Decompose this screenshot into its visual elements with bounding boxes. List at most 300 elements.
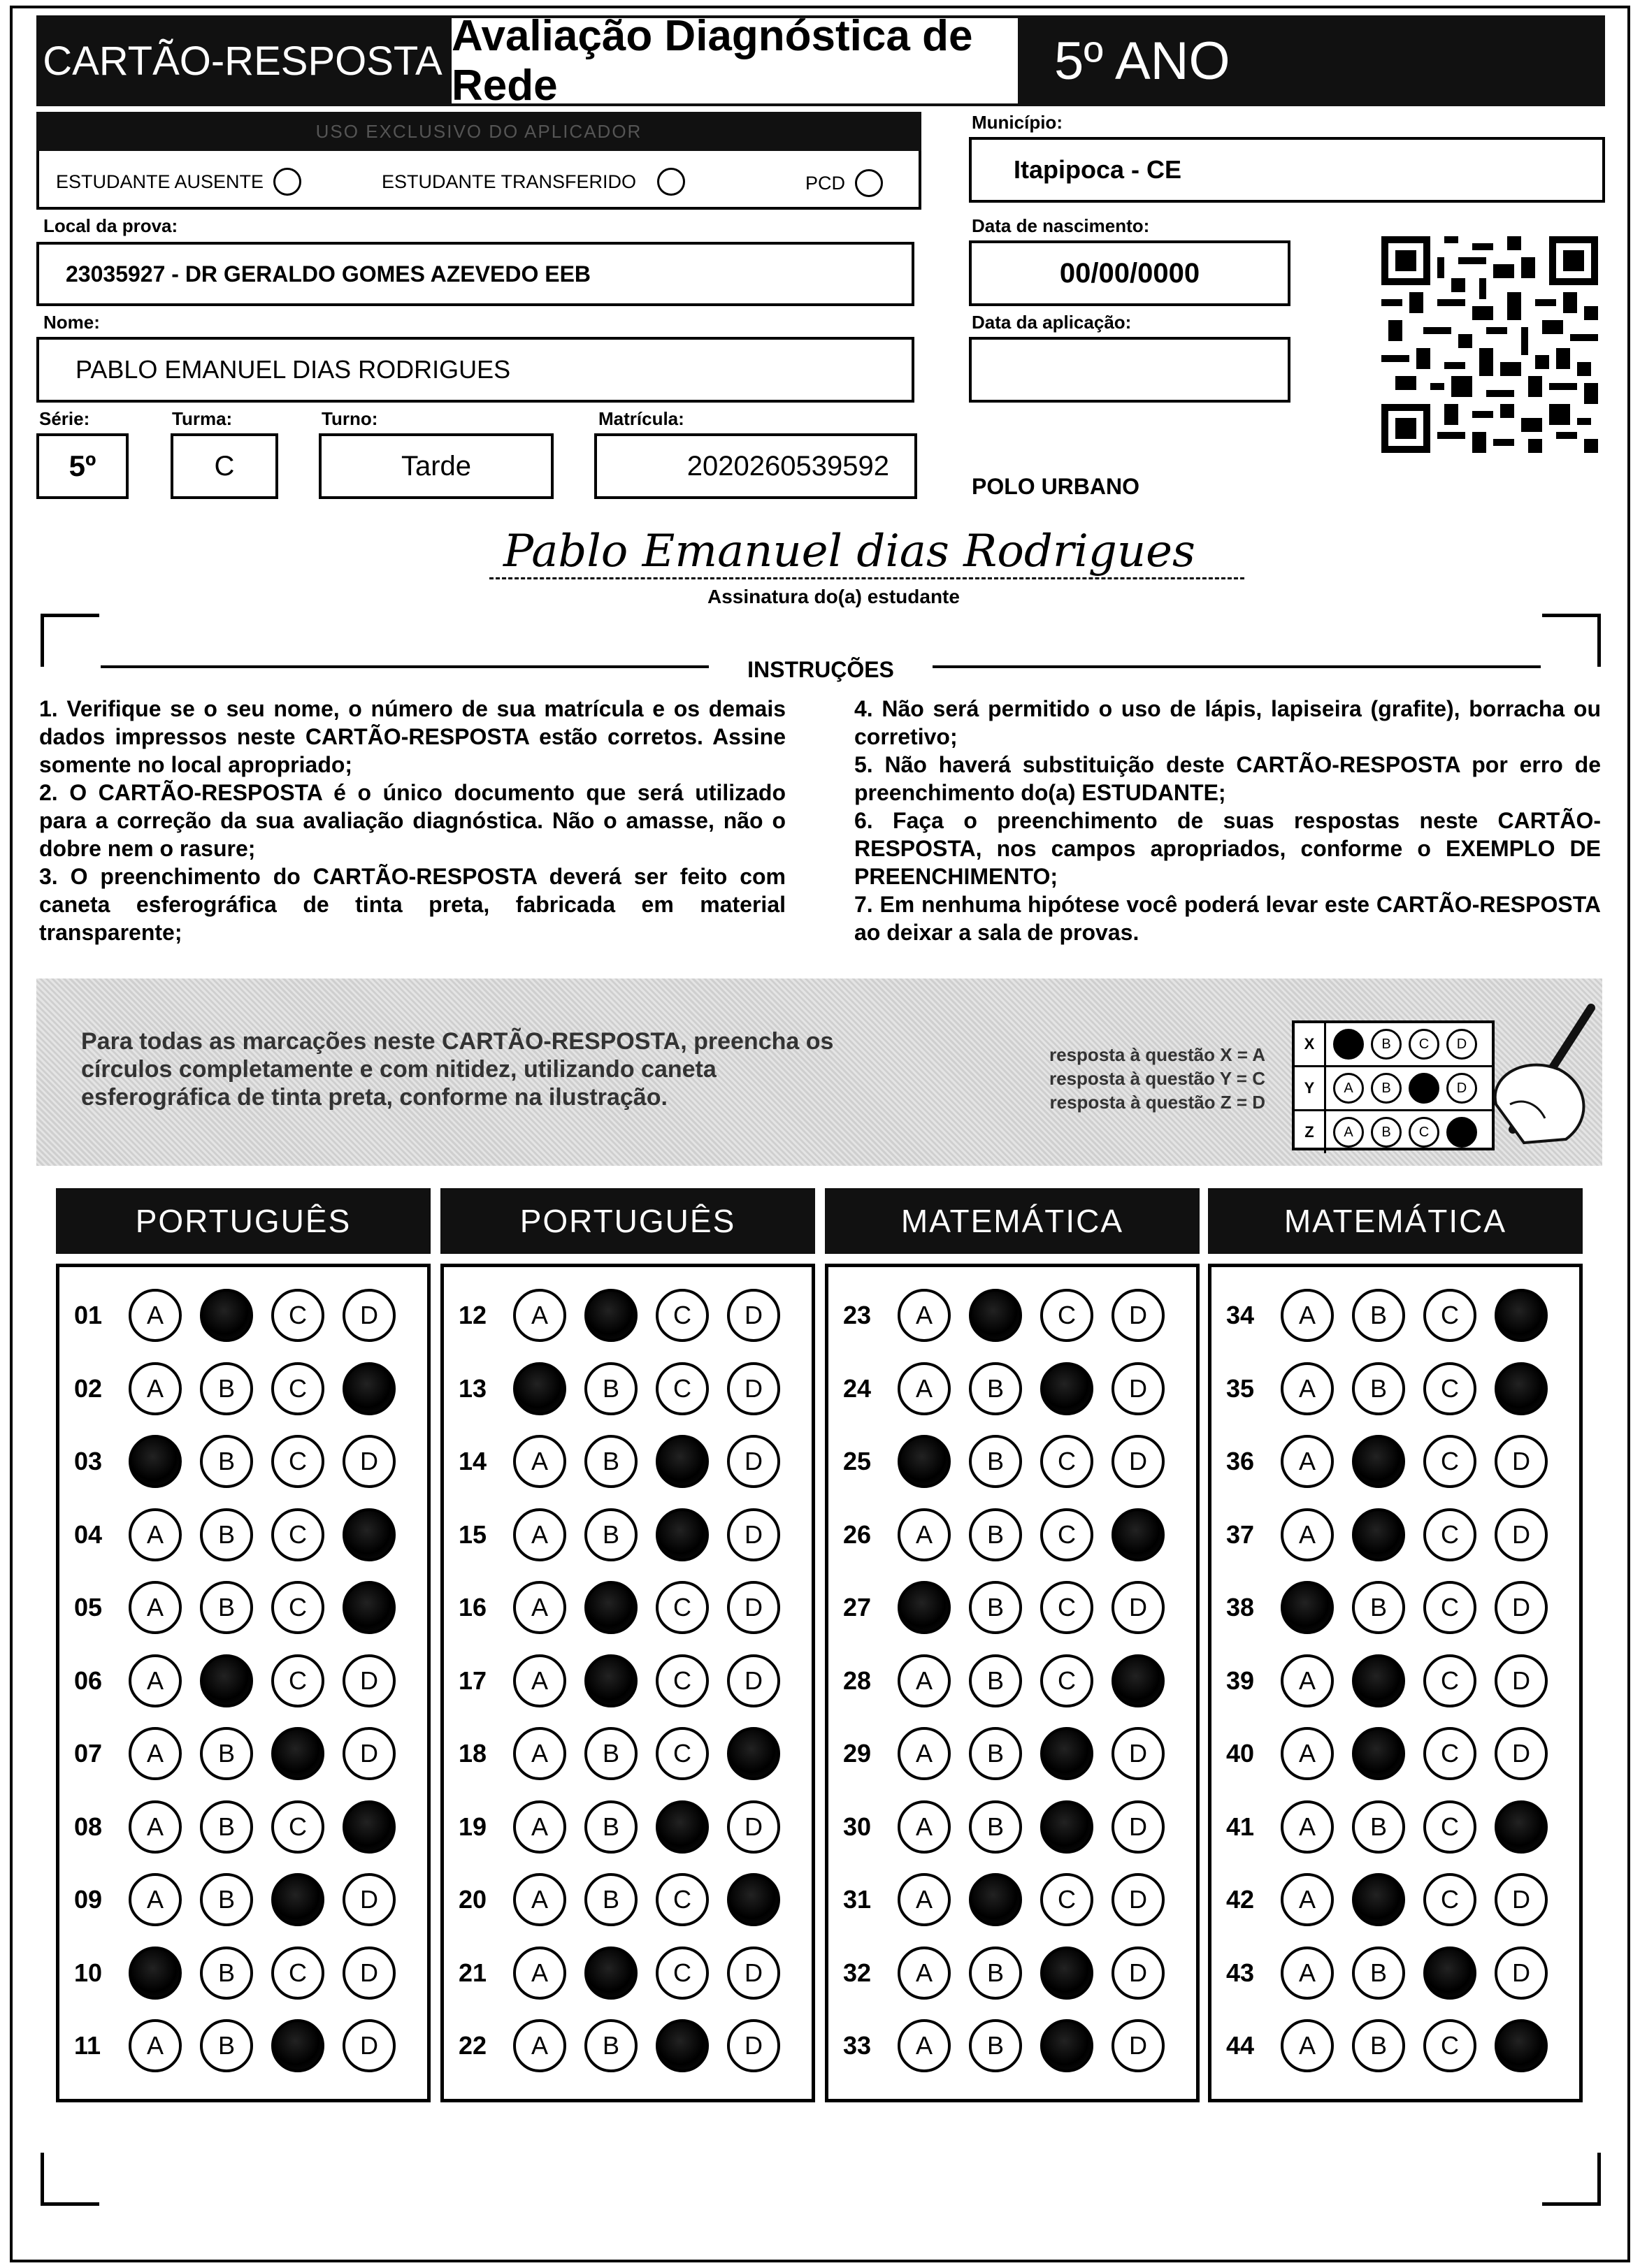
answer-bubble-a[interactable]: A [898, 1800, 951, 1854]
answer-bubble-d[interactable]: D [1495, 1946, 1548, 2000]
municipio-label: Município: [972, 112, 1063, 133]
answer-bubble-a[interactable]: A [1281, 1362, 1334, 1415]
question-row [459, 1726, 780, 1782]
answer-bubble-d[interactable]: D [343, 2019, 396, 2072]
example-legend [965, 1043, 1265, 1114]
answer-bubble-b[interactable]: B [584, 2019, 638, 2072]
answer-bubble-c[interactable]: C [1423, 1873, 1476, 1926]
answer-bubble-b[interactable]: B [200, 1800, 253, 1854]
absent-option[interactable] [56, 168, 301, 196]
answer-bubble-a[interactable]: A [129, 1508, 182, 1561]
question-number: 32 [843, 1958, 872, 1987]
question-number: 18 [459, 1739, 487, 1768]
answer-bubble-a[interactable]: A [513, 1873, 566, 1926]
answer-bubble-c[interactable] [1040, 1946, 1093, 2000]
answer-bubble-d[interactable] [1495, 1289, 1548, 1342]
answer-bubble-c[interactable]: C [1423, 2019, 1476, 2072]
exam-title: Avaliação Diagnóstica de Rede [449, 15, 1021, 106]
answer-bubble-a[interactable] [898, 1581, 951, 1634]
answer-bubble-a[interactable]: A [513, 2019, 566, 2072]
instruction-7: 7. Em nenhuma hipótese você poderá levar este CARTÃO-RESPOSTA ao deixar a sala de provas. [854, 892, 1601, 945]
question-number: 31 [843, 1885, 872, 1914]
example-row-label: Z [1295, 1111, 1326, 1153]
example-row [1295, 1111, 1492, 1153]
answer-bubble-b[interactable]: B [200, 1581, 253, 1634]
answer-bubble-a[interactable]: A [898, 1873, 951, 1926]
answer-bubble-c[interactable]: C [1423, 1581, 1476, 1634]
answer-bubble-b[interactable] [200, 1289, 253, 1342]
answer-bubble-c[interactable]: C [271, 1289, 324, 1342]
example-bubble: D [1446, 1029, 1477, 1060]
answer-bubble-b[interactable] [200, 1654, 253, 1707]
answer-bubble-b[interactable]: B [584, 1873, 638, 1926]
answer-bubble-d[interactable]: D [1495, 1581, 1548, 1634]
question-row [843, 1287, 1165, 1343]
answer-bubble-d[interactable] [1112, 1654, 1165, 1707]
answer-bubble-c[interactable]: C [271, 1581, 324, 1634]
example-bubble [1409, 1073, 1439, 1104]
question-number: 17 [459, 1666, 487, 1695]
question-row [1226, 1726, 1548, 1782]
instruction-2: 2. O CARTÃO-RESPOSTA é o único documento que será utilizado para a correção da sua avaliação diagnóstica. Não o amasse, não o dobre nem o rasure; [39, 780, 786, 861]
answer-bubble-b[interactable]: B [969, 2019, 1022, 2072]
example-bubble: B [1371, 1029, 1402, 1060]
transferred-option[interactable] [382, 168, 685, 196]
answer-bubble-b[interactable] [1352, 1873, 1405, 1926]
answer-bubble-c[interactable]: C [656, 1873, 709, 1926]
answer-bubble-d[interactable] [1495, 2019, 1548, 2072]
answer-bubble-b[interactable]: B [584, 1800, 638, 1854]
answer-bubble-d[interactable]: D [727, 2019, 780, 2072]
answer-bubble-c[interactable]: C [1040, 1581, 1093, 1634]
example-line-z: resposta à questão Z = D [1049, 1092, 1265, 1113]
answer-bubble-b[interactable] [1352, 1654, 1405, 1707]
answer-bubble-c[interactable]: C [1423, 1508, 1476, 1561]
answer-bubble-b[interactable]: B [969, 1581, 1022, 1634]
question-row [74, 1580, 396, 1635]
answer-bubble-c[interactable] [1040, 2019, 1093, 2072]
answer-bubble-d[interactable]: D [1495, 1435, 1548, 1488]
answer-bubble-c[interactable]: C [271, 1800, 324, 1854]
answer-bubble-b[interactable]: B [200, 1873, 253, 1926]
local-value: 23035927 - DR GERALDO GOMES AZEVEDO EEB [66, 261, 591, 287]
answer-bubble-a[interactable]: A [513, 1727, 566, 1780]
answer-bubble-d[interactable]: D [727, 1362, 780, 1415]
question-number: 03 [74, 1447, 103, 1475]
nome-value: PABLO EMANUEL DIAS RODRIGUES [75, 355, 511, 384]
answer-bubble-b[interactable] [584, 1946, 638, 2000]
question-row [1226, 1653, 1548, 1709]
answer-bubble-d[interactable]: D [343, 1946, 396, 2000]
instruction-5: 5. Não haverá substituição deste CARTÃO-RESPOSTA por erro de preenchimento do(a) ESTUDANTE; [854, 752, 1601, 805]
question-number: 06 [74, 1666, 103, 1695]
answer-bubble-b[interactable]: B [200, 2019, 253, 2072]
answer-bubble-d[interactable]: D [727, 1508, 780, 1561]
answer-bubble-b[interactable]: B [969, 1435, 1022, 1488]
nome-label: Nome: [43, 312, 100, 333]
example-text: Para todas as marcações neste CARTÃO-RESPOSTA, preencha os círculos completamente e com nitidez, utilizando caneta esferográfica de tinta preta, conforme na ilustração. [81, 1028, 834, 1111]
instruction-1: 1. Verifique se o seu nome, o número de sua matrícula e os demais dados impressos neste CARTÃO-RESPOSTA estão corretos. Assine somente no local apropriado; [39, 696, 786, 777]
example-bubble: B [1371, 1117, 1402, 1148]
answer-bubble-c[interactable]: C [1040, 1435, 1093, 1488]
question-row [843, 1872, 1165, 1928]
question-number: 30 [843, 1812, 872, 1841]
answer-bubble-b[interactable]: B [969, 1654, 1022, 1707]
municipio-field [969, 137, 1605, 203]
answer-bubble-a[interactable]: A [129, 1800, 182, 1854]
answer-bubble-d[interactable]: D [1495, 1727, 1548, 1780]
question-number: 35 [1226, 1373, 1255, 1403]
answer-bubble-b[interactable]: B [1352, 1289, 1405, 1342]
question-number: 38 [1226, 1593, 1255, 1621]
answer-bubble-a[interactable]: A [513, 1946, 566, 2000]
answer-bubble-c[interactable]: C [1423, 1289, 1476, 1342]
pcd-circle[interactable] [855, 169, 883, 197]
answer-bubble-c[interactable]: C [271, 1435, 324, 1488]
example-bubble: A [1333, 1073, 1364, 1104]
answer-bubble-a[interactable]: A [898, 1362, 951, 1415]
answer-bubble-d[interactable] [343, 1362, 396, 1415]
question-row [1226, 2018, 1548, 2074]
example-row-label: X [1295, 1023, 1326, 1065]
answer-bubble-c[interactable] [656, 1508, 709, 1561]
answer-bubble-c[interactable] [1040, 1362, 1093, 1415]
answer-bubble-b[interactable] [584, 1654, 638, 1707]
answer-bubble-c[interactable] [271, 1727, 324, 1780]
serie-field [36, 433, 129, 499]
question-row [843, 1945, 1165, 2001]
answer-bubble-d[interactable] [727, 1727, 780, 1780]
answer-bubble-d[interactable] [727, 1873, 780, 1926]
birth-value: 00/00/0000 [1059, 257, 1200, 289]
instructions-title: INSTRUÇÕES [747, 657, 894, 682]
answer-bubble-d[interactable]: D [343, 1289, 396, 1342]
answer-bubble-b[interactable]: B [200, 1435, 253, 1488]
answer-bubble-a[interactable]: A [898, 1946, 951, 2000]
example-line-y: resposta à questão Y = C [1049, 1068, 1265, 1089]
answer-bubble-d[interactable]: D [343, 1727, 396, 1780]
example-bubble: A [1333, 1117, 1364, 1148]
answer-bubble-c[interactable]: C [656, 1581, 709, 1634]
question-number: 16 [459, 1593, 487, 1621]
answer-bubble-a[interactable]: A [513, 1800, 566, 1854]
question-number: 12 [459, 1301, 487, 1329]
answer-bubble-d[interactable]: D [727, 1435, 780, 1488]
answer-bubble-d[interactable]: D [1112, 1873, 1165, 1926]
question-row [74, 1287, 396, 1343]
answer-bubble-c[interactable]: C [1040, 1508, 1093, 1561]
answer-bubble-c[interactable]: C [1423, 1435, 1476, 1488]
answer-bubble-a[interactable]: A [898, 1508, 951, 1561]
question-row [843, 1361, 1165, 1417]
answer-bubble-a[interactable]: A [1281, 1727, 1334, 1780]
answer-bubble-a[interactable]: A [898, 1654, 951, 1707]
answer-bubble-d[interactable]: D [727, 1289, 780, 1342]
answer-bubble-a[interactable] [898, 1435, 951, 1488]
question-row [843, 1433, 1165, 1489]
hand-pen-icon [1482, 999, 1601, 1146]
answer-bubble-a[interactable]: A [898, 2019, 951, 2072]
answer-bubble-d[interactable]: D [343, 1654, 396, 1707]
example-row-label: Y [1295, 1067, 1326, 1109]
answer-bubble-b[interactable]: B [969, 1508, 1022, 1561]
answer-bubble-a[interactable] [513, 1362, 566, 1415]
example-bubble: C [1409, 1117, 1439, 1148]
answer-bubble-c[interactable] [656, 1800, 709, 1854]
answer-bubble-a[interactable]: A [513, 1581, 566, 1634]
question-row [459, 1361, 780, 1417]
answer-bubble-d[interactable]: D [1112, 1362, 1165, 1415]
aplicacao-label: Data da aplicação: [972, 312, 1132, 333]
corner-mark-bottom-left [41, 2153, 99, 2206]
answer-bubble-d[interactable]: D [727, 1581, 780, 1634]
answer-bubble-a[interactable]: A [129, 2019, 182, 2072]
answer-bubble-c[interactable]: C [656, 1654, 709, 1707]
instruction-6: 6. Faça o preenchimento de suas respostas neste CARTÃO-RESPOSTA, nos campos apropriados, conforme o EXEMPLO DE PREENCHIMENTO; [854, 808, 1601, 889]
answer-bubble-b[interactable]: B [200, 1946, 253, 2000]
question-row [459, 1507, 780, 1563]
answer-bubble-c[interactable]: C [656, 1946, 709, 2000]
answer-bubble-b[interactable] [584, 1289, 638, 1342]
question-row [843, 1726, 1165, 1782]
question-number: 20 [459, 1885, 487, 1914]
answer-bubble-b[interactable]: B [200, 1362, 253, 1415]
question-number: 10 [74, 1958, 103, 1987]
question-number: 23 [843, 1301, 872, 1329]
answer-bubble-b[interactable]: B [584, 1508, 638, 1561]
answer-bubble-d[interactable]: D [1112, 1727, 1165, 1780]
question-number: 40 [1226, 1739, 1255, 1768]
matricula-field [594, 433, 917, 499]
answer-bubble-b[interactable]: B [584, 1727, 638, 1780]
grade-title: 5º ANO [1021, 15, 1605, 106]
question-row [74, 1653, 396, 1709]
example-bubble [1446, 1117, 1477, 1148]
turma-value: C [214, 450, 235, 482]
subject-header: PORTUGUÊS [56, 1188, 431, 1254]
answer-bubble-d[interactable] [343, 1800, 396, 1854]
answer-bubble-d[interactable]: D [1112, 1946, 1165, 2000]
answer-bubble-b[interactable]: B [1352, 1581, 1405, 1634]
turno-value: Tarde [401, 450, 472, 482]
answer-bubble-c[interactable]: C [1423, 1654, 1476, 1707]
answer-bubble-b[interactable]: B [584, 1435, 638, 1488]
local-label: Local da prova: [43, 215, 178, 236]
answer-bubble-a[interactable]: A [1281, 1289, 1334, 1342]
matricula-label: Matrícula: [598, 408, 684, 429]
turma-field [171, 433, 278, 499]
question-number: 09 [74, 1885, 103, 1914]
answer-bubble-a[interactable] [129, 1946, 182, 2000]
answer-bubble-b[interactable] [1352, 1508, 1405, 1561]
example-bubble: D [1446, 1073, 1477, 1104]
answer-bubble-b[interactable]: B [584, 1362, 638, 1415]
transferred-circle[interactable] [657, 168, 685, 196]
answer-bubble-b[interactable] [969, 1873, 1022, 1926]
answer-bubble-a[interactable]: A [513, 1654, 566, 1707]
answer-bubble-a[interactable]: A [513, 1435, 566, 1488]
answer-bubble-a[interactable]: A [129, 1289, 182, 1342]
answer-bubble-a[interactable]: A [1281, 2019, 1334, 2072]
answer-bubble-b[interactable]: B [1352, 1362, 1405, 1415]
question-number: 36 [1226, 1447, 1255, 1475]
question-number: 22 [459, 2031, 487, 2060]
answer-bubble-b[interactable]: B [969, 1362, 1022, 1415]
answer-bubble-a[interactable]: A [129, 1581, 182, 1634]
subject-header: MATEMÁTICA [825, 1188, 1200, 1254]
answer-bubble-d[interactable]: D [343, 1873, 396, 1926]
answer-bubble-c[interactable]: C [656, 1289, 709, 1342]
qr-code [1381, 236, 1598, 453]
transferred-label: ESTUDANTE TRANSFERIDO [382, 171, 637, 192]
subject-header: PORTUGUÊS [440, 1188, 815, 1254]
answer-bubble-a[interactable]: A [1281, 1435, 1334, 1488]
corner-mark-top-right [1542, 614, 1601, 667]
answer-bubble-d[interactable]: D [343, 1435, 396, 1488]
answer-bubble-a[interactable]: A [898, 1289, 951, 1342]
answer-bubble-c[interactable]: C [271, 1508, 324, 1561]
birth-field [969, 240, 1290, 306]
question-number: 37 [1226, 1519, 1255, 1549]
question-row [1226, 1945, 1548, 2001]
answer-bubble-b[interactable]: B [969, 1800, 1022, 1854]
answer-bubble-a[interactable]: A [1281, 1873, 1334, 1926]
answer-bubble-c[interactable]: C [271, 1946, 324, 2000]
nome-field [36, 337, 914, 403]
signature-line [489, 577, 1244, 579]
question-row [74, 1507, 396, 1563]
answer-bubble-a[interactable]: A [513, 1289, 566, 1342]
question-number: 34 [1226, 1301, 1255, 1329]
question-row [1226, 1507, 1548, 1563]
example-line-x: resposta à questão X = A [1049, 1044, 1265, 1065]
corner-mark-top-left [41, 614, 99, 667]
answer-bubble-c[interactable] [1040, 1800, 1093, 1854]
question-number: 27 [843, 1593, 872, 1621]
question-number: 13 [459, 1373, 487, 1403]
aplicacao-field [969, 337, 1290, 403]
answer-bubble-a[interactable]: A [129, 1727, 182, 1780]
question-number: 04 [74, 1519, 103, 1549]
answer-bubble-b[interactable]: B [1352, 1946, 1405, 2000]
answer-bubble-c[interactable]: C [1423, 1800, 1476, 1854]
answer-bubble-c[interactable]: C [271, 1362, 324, 1415]
question-row [74, 1945, 396, 2001]
question-number: 07 [74, 1739, 103, 1768]
answer-bubble-c[interactable]: C [1423, 1727, 1476, 1780]
answer-bubble-d[interactable]: D [1112, 1800, 1165, 1854]
answer-bubble-c[interactable] [1423, 1946, 1476, 2000]
answer-bubble-d[interactable] [1495, 1800, 1548, 1854]
question-number: 01 [74, 1301, 103, 1329]
answer-bubble-a[interactable] [1281, 1581, 1334, 1634]
question-row [843, 1653, 1165, 1709]
absent-circle[interactable] [273, 168, 301, 196]
answer-bubble-d[interactable] [1112, 1508, 1165, 1561]
question-number: 21 [459, 1958, 487, 1987]
answer-bubble-c[interactable] [1040, 1727, 1093, 1780]
answer-bubble-c[interactable]: C [1040, 1289, 1093, 1342]
answer-bubble-a[interactable]: A [1281, 1946, 1334, 2000]
answer-bubble-d[interactable]: D [1112, 1435, 1165, 1488]
serie-value: 5º [69, 449, 96, 482]
answer-bubble-c[interactable] [271, 2019, 324, 2072]
subject-header: MATEMÁTICA [1208, 1188, 1583, 1254]
answer-bubble-b[interactable]: B [200, 1727, 253, 1780]
answer-bubble-b[interactable]: B [1352, 2019, 1405, 2072]
turno-field [319, 433, 554, 499]
absent-label: ESTUDANTE AUSENTE [56, 171, 264, 192]
instruction-3: 3. O preenchimento do CARTÃO-RESPOSTA deverá ser feito com caneta esferográfica de tinta preta, fabricada em material transparente; [39, 864, 786, 945]
answer-bubble-d[interactable]: D [1495, 1508, 1548, 1561]
answer-bubble-d[interactable]: D [1112, 1289, 1165, 1342]
question-number: 28 [843, 1666, 872, 1695]
answer-bubble-d[interactable]: D [1495, 1873, 1548, 1926]
question-row [459, 1433, 780, 1489]
question-row [459, 1653, 780, 1709]
answer-bubble-a[interactable]: A [129, 1873, 182, 1926]
pcd-option[interactable] [805, 169, 883, 197]
question-row [74, 2018, 396, 2074]
answer-bubble-c[interactable]: C [1040, 1654, 1093, 1707]
question-number: 39 [1226, 1666, 1255, 1695]
turma-label: Turma: [172, 408, 233, 429]
answer-bubble-a[interactable]: A [513, 1508, 566, 1561]
answer-bubble-d[interactable] [1495, 1362, 1548, 1415]
answer-bubble-c[interactable]: C [656, 1362, 709, 1415]
answer-bubble-a[interactable]: A [1281, 1508, 1334, 1561]
turno-label: Turno: [322, 408, 378, 429]
instructions-right [854, 695, 1601, 946]
question-row [74, 1433, 396, 1489]
instructions-rule-left [101, 665, 709, 668]
answer-bubble-d[interactable] [343, 1581, 396, 1634]
answer-bubble-a[interactable]: A [1281, 1654, 1334, 1707]
answer-bubble-b[interactable] [1352, 1727, 1405, 1780]
question-row [459, 1799, 780, 1855]
answer-bubble-a[interactable]: A [898, 1727, 951, 1780]
answer-bubble-c[interactable]: C [271, 1654, 324, 1707]
answer-bubble-b[interactable]: B [200, 1508, 253, 1561]
answer-bubble-a[interactable]: A [1281, 1800, 1334, 1854]
answer-bubble-a[interactable] [129, 1435, 182, 1488]
answer-bubble-b[interactable] [584, 1581, 638, 1634]
answer-bubble-d[interactable] [343, 1508, 396, 1561]
answer-bubble-b[interactable]: B [969, 1727, 1022, 1780]
answer-bubble-c[interactable] [271, 1873, 324, 1926]
applicator-bar: USO EXCLUSIVO DO APLICADOR [36, 112, 921, 151]
answer-bubble-b[interactable] [969, 1289, 1022, 1342]
answer-bubble-d[interactable]: D [727, 1654, 780, 1707]
answer-bubble-c[interactable] [656, 2019, 709, 2072]
question-row [459, 1580, 780, 1635]
answer-bubble-d[interactable]: D [1112, 2019, 1165, 2072]
answer-bubble-a[interactable]: A [129, 1654, 182, 1707]
answer-bubble-d[interactable]: D [727, 1946, 780, 2000]
answer-bubble-d[interactable]: D [727, 1800, 780, 1854]
answer-bubble-d[interactable]: D [1112, 1581, 1165, 1634]
answer-bubble-d[interactable]: D [1495, 1654, 1548, 1707]
instructions-left [39, 695, 786, 946]
answer-bubble-c[interactable] [656, 1435, 709, 1488]
answer-bubble-b[interactable]: B [969, 1946, 1022, 2000]
answer-bubble-b[interactable] [1352, 1435, 1405, 1488]
answer-bubble-c[interactable]: C [656, 1727, 709, 1780]
answer-bubble-c[interactable]: C [1423, 1362, 1476, 1415]
answer-bubble-b[interactable]: B [1352, 1800, 1405, 1854]
answer-bubble-c[interactable]: C [1040, 1873, 1093, 1926]
answer-bubble-a[interactable]: A [129, 1362, 182, 1415]
